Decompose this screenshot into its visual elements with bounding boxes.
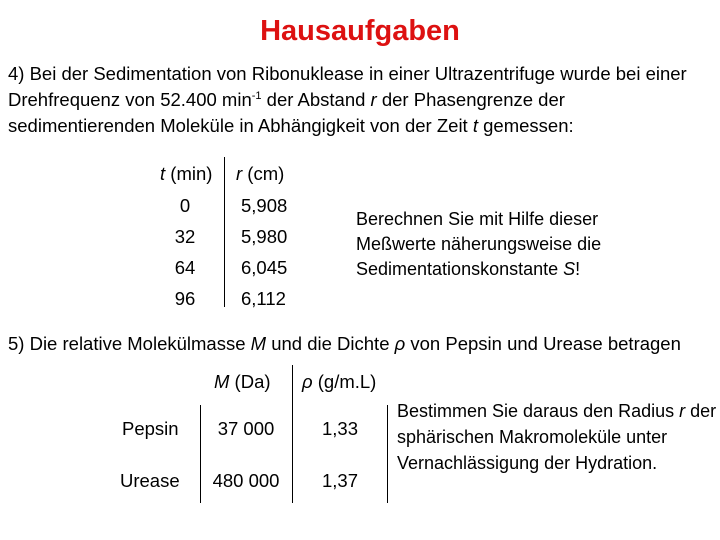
task5-instruction [397, 398, 717, 476]
instruction-text: der sphärischen Makromoleküle unter Vernachlässigung der Hydration. [397, 401, 717, 473]
task5-var-M: M [250, 333, 267, 354]
header-unit: (Da) [229, 371, 271, 392]
table5-divider [387, 405, 388, 503]
table5-cell-rho: 1,33 [321, 418, 358, 439]
header-unit: (min) [165, 163, 213, 184]
task5-text [8, 331, 708, 357]
task4-superscript: -1 [251, 89, 262, 102]
task4-text [8, 61, 713, 139]
table4-cell-t: 32 [174, 226, 196, 247]
task5-text-part: 5) Die relative Molekülmasse [8, 333, 251, 354]
header-unit: (g/m.L) [312, 371, 377, 392]
table4-cell-r: 5,908 [241, 195, 288, 216]
task5-var-rho: ρ [394, 333, 406, 354]
task5-text-part: und die Dichte [266, 333, 395, 354]
header-var: t [160, 163, 166, 184]
page-title: Hausaufgaben [260, 15, 460, 47]
table5-cell-M: 37 000 [217, 418, 275, 439]
table4-divider [224, 157, 225, 307]
table4-cell-r: 5,980 [241, 226, 288, 247]
instruction-text: Berechnen Sie mit Hilfe dieser Meßwerte näherungsweise die Sedimentationskonstante [356, 209, 602, 279]
table5-header-rho [302, 371, 376, 393]
header-var: M [214, 371, 230, 392]
header-var: r [236, 163, 243, 184]
table5-row-name: Pepsin [122, 418, 179, 439]
table4-cell-r: 6,112 [241, 288, 286, 309]
table5-cell-M: 480 000 [212, 470, 280, 491]
instruction-var: S [563, 259, 576, 279]
task4-text-part: der Abstand [261, 89, 371, 110]
header-unit: (cm) [242, 163, 285, 184]
table5-cell-rho: 1,37 [321, 470, 358, 491]
instruction-text: Bestimmen Sie daraus den Radius [397, 401, 680, 421]
table4-cell-t: 64 [174, 257, 196, 278]
task4-var-t: t [472, 115, 478, 136]
instruction-text: ! [575, 259, 581, 279]
task4-text-part: gemessen: [477, 115, 574, 136]
table4-header-r [236, 163, 284, 185]
task4-var-r: r [370, 89, 377, 110]
task4-text-part: der Phasengrenze der sedimentierenden Moleküle in Abhängigkeit von der Zeit [8, 89, 565, 136]
task4-instruction [356, 207, 656, 282]
table5-divider [292, 365, 293, 503]
instruction-var: r [679, 401, 686, 421]
table4-cell-t: 96 [174, 288, 196, 309]
task4-text-part: 4) Bei der Sedimentation von Ribonuklease in einer Ultrazentrifuge wurde bei einer Drehfrequenz von 52.400 min [8, 63, 687, 110]
task5-text-part: von Pepsin und Urease betragen [405, 333, 681, 354]
table5-row-name: Urease [120, 470, 180, 491]
table4-header-t [160, 163, 212, 185]
header-var: ρ [302, 371, 313, 392]
table4-cell-r: 6,045 [241, 257, 288, 278]
table4-cell-t: 0 [179, 195, 191, 216]
table5-header-M [214, 371, 271, 393]
